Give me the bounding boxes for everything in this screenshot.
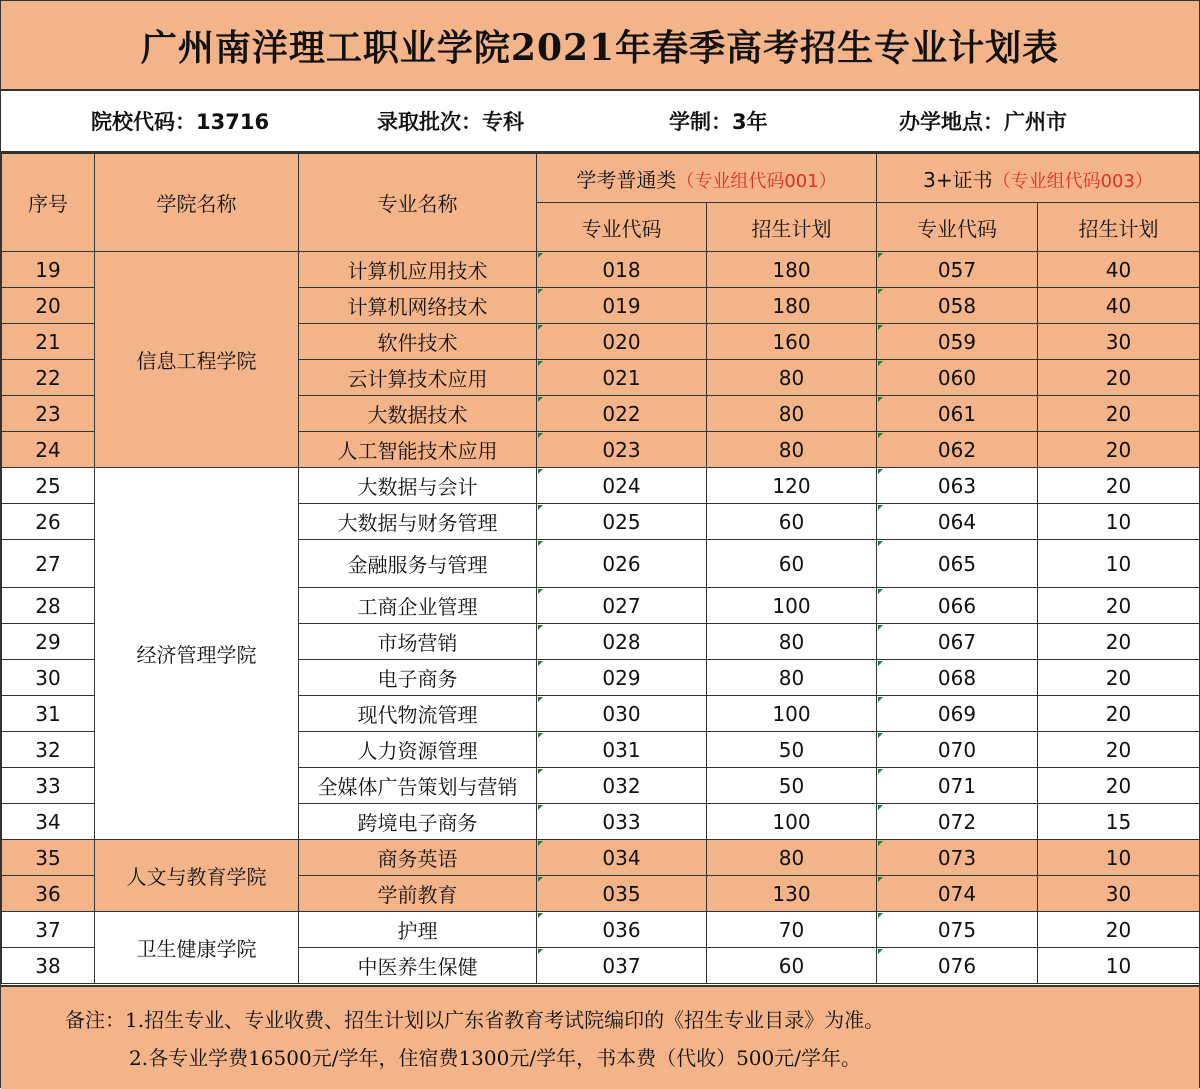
cell-major: 计算机网络技术 [299,288,537,324]
cell-plan-2: 40 [1038,252,1200,288]
cell-seq: 21 [2,324,95,360]
group-certificate-label: 3+证书 [923,167,993,192]
cell-major-code-2: 068 [877,660,1038,696]
cell-seq: 25 [2,468,95,504]
header-plan-2: 招生计划 [1038,203,1200,252]
cell-plan-1: 60 [707,948,877,984]
cell-major: 人力资源管理 [299,732,537,768]
cell-college: 人文与教育学院 [95,840,299,912]
cell-plan-2: 20 [1038,468,1200,504]
cell-plan-1: 80 [707,624,877,660]
cell-college: 经济管理学院 [95,468,299,840]
study-duration: 学制：3年 [669,110,768,134]
cell-plan-2: 20 [1038,732,1200,768]
cell-plan-2: 20 [1038,768,1200,804]
cell-plan-2: 20 [1038,660,1200,696]
header-plan-1: 招生计划 [707,203,877,252]
cell-major-code-2: 063 [877,468,1038,504]
cell-plan-1: 60 [707,504,877,540]
table-row [2,912,1200,948]
cell-major: 软件技术 [299,324,537,360]
campus-location: 办学地点：广州市 [899,110,1067,134]
cell-major: 商务英语 [299,840,537,876]
cell-plan-2: 20 [1038,432,1200,468]
cell-plan-2: 10 [1038,840,1200,876]
cell-major-code-1: 022 [537,396,707,432]
cell-major: 现代物流管理 [299,696,537,732]
header-major-code-2: 专业代码 [877,203,1038,252]
cell-major-code-2: 058 [877,288,1038,324]
cell-seq: 30 [2,660,95,696]
cell-seq: 35 [2,840,95,876]
cell-plan-2: 10 [1038,504,1200,540]
cell-major-code-2: 064 [877,504,1038,540]
cell-plan-1: 100 [707,588,877,624]
cell-plan-1: 120 [707,468,877,504]
cell-plan-1: 100 [707,696,877,732]
cell-major: 市场营销 [299,624,537,660]
cell-major: 大数据与会计 [299,468,537,504]
plan-table [1,153,1200,984]
table-body [2,252,1200,984]
cell-major-code-1: 023 [537,432,707,468]
note-line-2: 2.各专业学费16500元/学年，住宿费1300元/学年，书本费（代收）500元/学年。 [129,1046,861,1070]
cell-plan-1: 80 [707,660,877,696]
cell-major-code-1: 018 [537,252,707,288]
cell-plan-2: 20 [1038,624,1200,660]
cell-major-code-1: 020 [537,324,707,360]
cell-major: 金融服务与管理 [299,540,537,588]
cell-major-code-2: 061 [877,396,1038,432]
header-major: 专业名称 [299,154,537,252]
cell-plan-1: 80 [707,840,877,876]
cell-major-code-1: 024 [537,468,707,504]
page-title: 广州南洋理工职业学院2021年春季高考招生专业计划表 [1,1,1199,91]
cell-seq: 38 [2,948,95,984]
cell-plan-1: 180 [707,252,877,288]
group-certificate-code: （专业组代码003） [992,170,1153,192]
cell-major: 大数据技术 [299,396,537,432]
cell-major-code-2: 067 [877,624,1038,660]
header-group-academic [537,154,877,203]
cell-major-code-2: 075 [877,912,1038,948]
cell-seq: 37 [2,912,95,948]
cell-seq: 22 [2,360,95,396]
cell-plan-2: 20 [1038,696,1200,732]
header-major-code-1: 专业代码 [537,203,707,252]
group-academic-code: （专业组代码001） [676,170,837,192]
cell-major-code-2: 057 [877,252,1038,288]
cell-major-code-1: 025 [537,504,707,540]
cell-major-code-1: 029 [537,660,707,696]
cell-plan-1: 80 [707,360,877,396]
cell-major-code-1: 037 [537,948,707,984]
cell-plan-1: 80 [707,432,877,468]
cell-plan-2: 20 [1038,360,1200,396]
cell-seq: 23 [2,396,95,432]
cell-major: 中医养生保健 [299,948,537,984]
cell-seq: 24 [2,432,95,468]
cell-major: 工商企业管理 [299,588,537,624]
cell-major: 人工智能技术应用 [299,432,537,468]
cell-major-code-2: 065 [877,540,1038,588]
cell-major: 电子商务 [299,660,537,696]
cell-plan-2: 30 [1038,876,1200,912]
cell-seq: 28 [2,588,95,624]
cell-major: 计算机应用技术 [299,252,537,288]
cell-major-code-2: 072 [877,804,1038,840]
cell-major-code-2: 071 [877,768,1038,804]
cell-major-code-2: 069 [877,696,1038,732]
cell-plan-2: 40 [1038,288,1200,324]
cell-seq: 32 [2,732,95,768]
cell-major-code-2: 076 [877,948,1038,984]
cell-seq: 34 [2,804,95,840]
cell-seq: 27 [2,540,95,588]
meta-bar [1,91,1199,153]
cell-plan-1: 100 [707,804,877,840]
footer-notes [1,985,1199,1089]
cell-major-code-1: 035 [537,876,707,912]
cell-seq: 31 [2,696,95,732]
table-row [2,252,1200,288]
cell-seq: 36 [2,876,95,912]
cell-major-code-1: 030 [537,696,707,732]
cell-major-code-1: 028 [537,624,707,660]
cell-seq: 20 [2,288,95,324]
cell-major-code-2: 066 [877,588,1038,624]
cell-major-code-2: 070 [877,732,1038,768]
cell-plan-1: 80 [707,396,877,432]
table-row [2,840,1200,876]
cell-major-code-1: 026 [537,540,707,588]
cell-plan-1: 50 [707,768,877,804]
cell-major-code-1: 036 [537,912,707,948]
cell-plan-2: 20 [1038,912,1200,948]
cell-seq: 29 [2,624,95,660]
cell-major-code-1: 034 [537,840,707,876]
cell-seq: 33 [2,768,95,804]
cell-major-code-2: 074 [877,876,1038,912]
cell-major: 大数据与财务管理 [299,504,537,540]
cell-plan-1: 130 [707,876,877,912]
header-college: 学院名称 [95,154,299,252]
cell-major-code-2: 059 [877,324,1038,360]
cell-major-code-1: 019 [537,288,707,324]
note-line-1: 备注：1.招生专业、专业收费、招生计划以广东省教育考试院编印的《招生专业目录》为准。 [65,1008,885,1032]
cell-major: 护理 [299,912,537,948]
cell-major: 云计算技术应用 [299,360,537,396]
cell-plan-1: 180 [707,288,877,324]
school-code: 院校代码：13716 [91,110,270,134]
cell-major: 跨境电子商务 [299,804,537,840]
cell-plan-2: 20 [1038,588,1200,624]
cell-plan-2: 15 [1038,804,1200,840]
cell-plan-2: 30 [1038,324,1200,360]
cell-plan-1: 70 [707,912,877,948]
table-row [2,468,1200,504]
cell-major-code-1: 027 [537,588,707,624]
cell-major-code-1: 031 [537,732,707,768]
cell-major-code-2: 060 [877,360,1038,396]
cell-plan-2: 10 [1038,540,1200,588]
cell-college: 卫生健康学院 [95,912,299,984]
admission-batch: 录取批次：专科 [377,110,524,134]
cell-seq: 26 [2,504,95,540]
cell-college: 信息工程学院 [95,252,299,468]
cell-major-code-2: 073 [877,840,1038,876]
cell-plan-2: 20 [1038,396,1200,432]
header-group-certificate [877,154,1200,203]
cell-seq: 19 [2,252,95,288]
cell-plan-2: 10 [1038,948,1200,984]
cell-major-code-1: 021 [537,360,707,396]
header-seq: 序号 [2,154,95,252]
cell-major: 学前教育 [299,876,537,912]
cell-major: 全媒体广告策划与营销 [299,768,537,804]
group-academic-label: 学考普通类 [576,167,677,192]
cell-major-code-1: 032 [537,768,707,804]
cell-plan-1: 50 [707,732,877,768]
cell-plan-1: 60 [707,540,877,588]
cell-major-code-1: 033 [537,804,707,840]
cell-plan-1: 160 [707,324,877,360]
cell-major-code-2: 062 [877,432,1038,468]
